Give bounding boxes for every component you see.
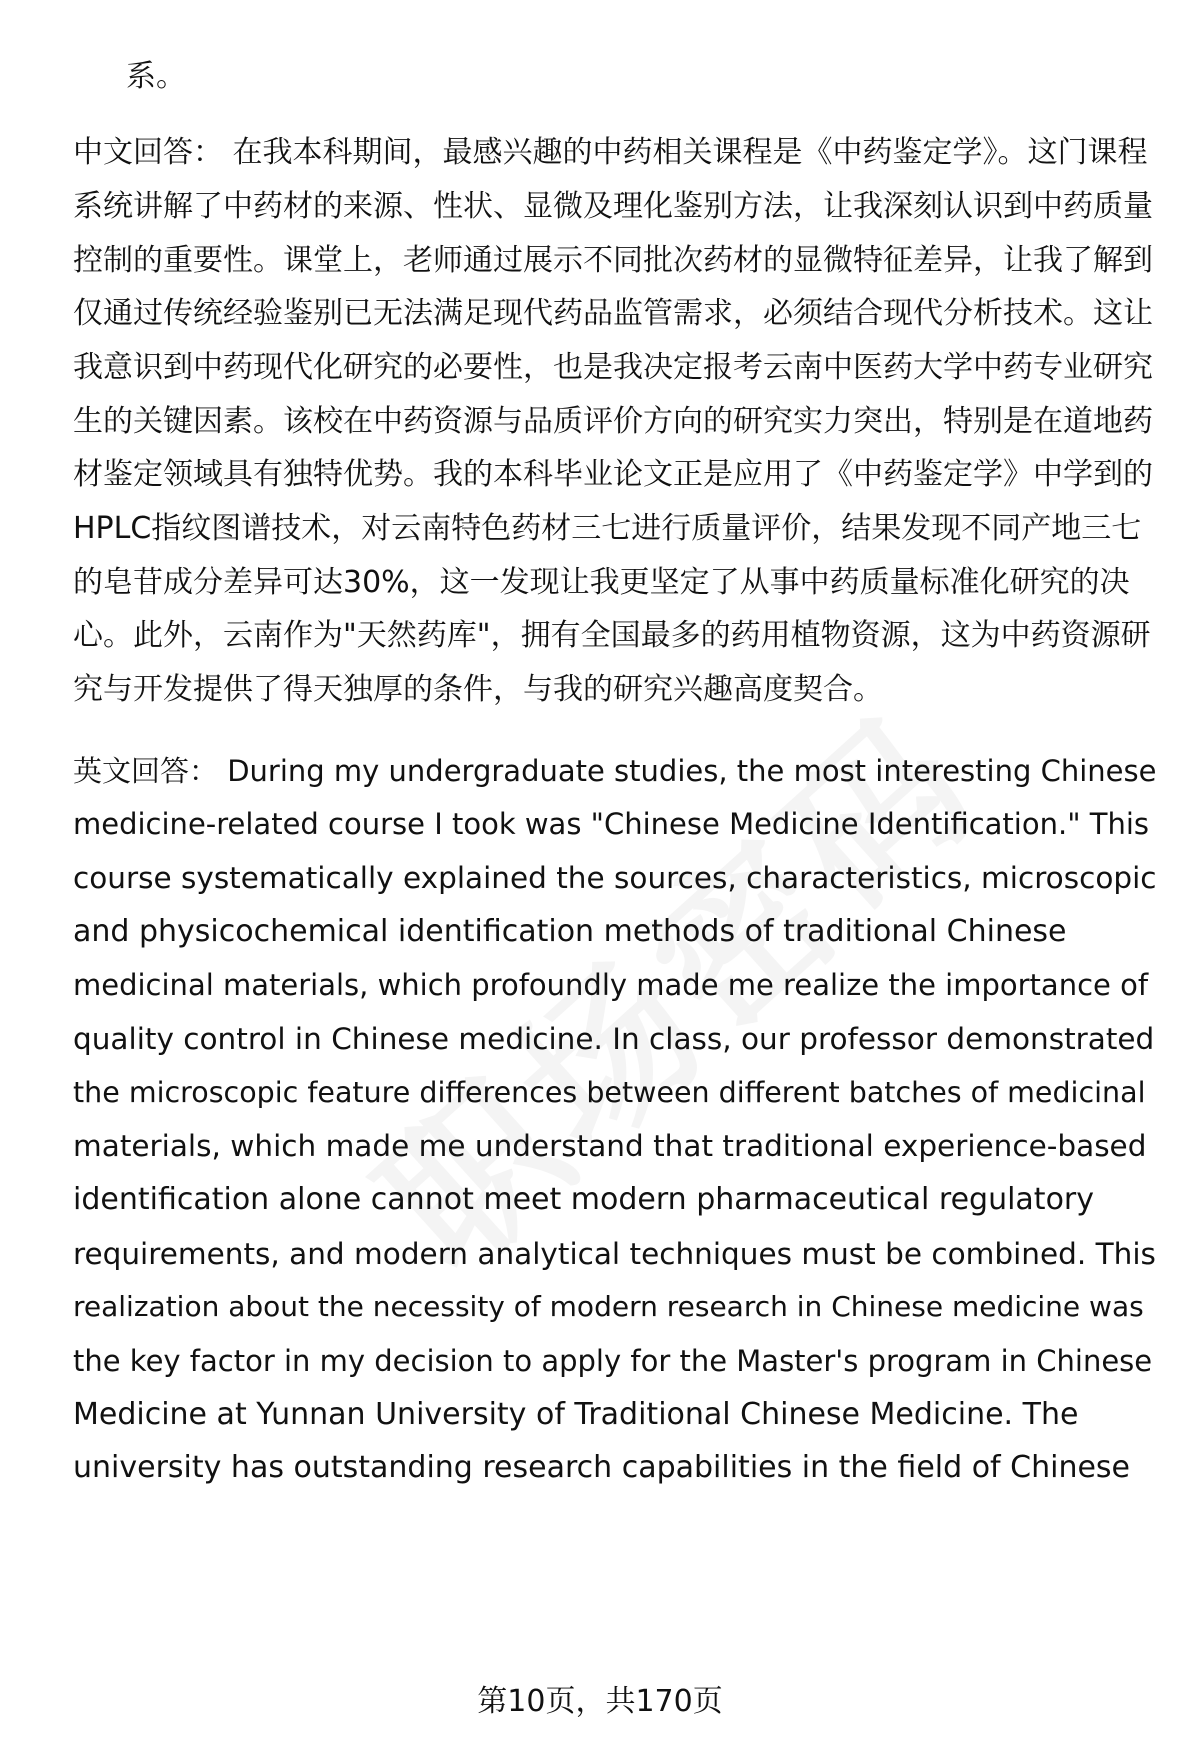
paragraph-line: course systematically explained the sources, characteristics, microscopic	[73, 861, 1157, 895]
paragraph-line: 系统讲解了中药材的来源、性状、显微及理化鉴别方法，让我深刻认识到中药质量	[73, 189, 1153, 224]
paragraph-line: quality control in Chinese medicine. In class, our professor demonstrated	[73, 1022, 1155, 1056]
paragraph-line: 仅通过传统经验鉴别已无法满足现代药品监管需求，必须结合现代分析技术。这让	[73, 296, 1153, 331]
paragraph-line: 生的关键因素。该校在中药资源与品质评价方向的研究实力突出，特别是在道地药	[73, 404, 1153, 439]
paragraph-line: 的皂苷成分差异可达30%，这一发现让我更坚定了从事中药质量标准化研究的决	[73, 565, 1130, 600]
paragraph-line: identification alone cannot meet modern pharmaceutical regulatory	[73, 1182, 1095, 1217]
paragraph-line: 材鉴定领域具有独特优势。我的本科毕业论文正是应用了《中药鉴定学》中学到的	[73, 457, 1153, 492]
paragraph-line: 心。此外，云南作为"天然药库"，拥有全国最多的药用植物资源，这为中药资源研	[73, 618, 1151, 653]
paragraph-line: 控制的重要性。课堂上，老师通过展示不同批次药材的显微特征差异，让我了解到	[73, 243, 1153, 278]
paragraph-line: university has outstanding research capabilities in the field of Chinese	[73, 1450, 1131, 1485]
paragraph-line: 我意识到中药现代化研究的必要性，也是我决定报考云南中医药大学中药专业研究	[73, 350, 1153, 385]
paragraph-line: medicine-related course I took was "Chinese Medicine Identification." This	[73, 807, 1150, 841]
paragraph-line: 英文回答： During my undergraduate studies, the most interesting Chinese	[73, 754, 1157, 788]
paragraph-line: medicinal materials, which profoundly made me realize the importance of	[73, 968, 1149, 1002]
continuation-text: 系。	[126, 59, 186, 94]
paragraph-line: the microscopic feature differences between different batches of medicinal	[73, 1076, 1146, 1109]
paragraph-line: materials, which made me understand that traditional experience-based	[73, 1129, 1147, 1163]
paragraph-line: HPLC指纹图谱技术，对云南特色药材三七进行质量评价，结果发现不同产地三七	[73, 511, 1142, 546]
paragraph-line: realization about the necessity of modern research in Chinese medicine was	[73, 1290, 1144, 1323]
paragraph-line: and physicochemical identification methods of traditional Chinese	[73, 914, 1067, 949]
paragraph-line: requirements, and modern analytical techniques must be combined. This	[73, 1237, 1156, 1271]
paragraph-line: 中文回答： 在我本科期间，最感兴趣的中药相关课程是《中药鉴定学》。这门课程	[73, 135, 1148, 170]
paragraph-line: 究与开发提供了得天独厚的条件，与我的研究兴趣高度契合。	[73, 672, 883, 707]
paragraph-line: the key factor in my decision to apply for the Master's program in Chinese	[73, 1344, 1153, 1378]
paragraph-line: Medicine at Yunnan University of Traditional Chinese Medicine. The	[73, 1397, 1079, 1432]
page-number: 第10页，共170页	[477, 1684, 723, 1719]
